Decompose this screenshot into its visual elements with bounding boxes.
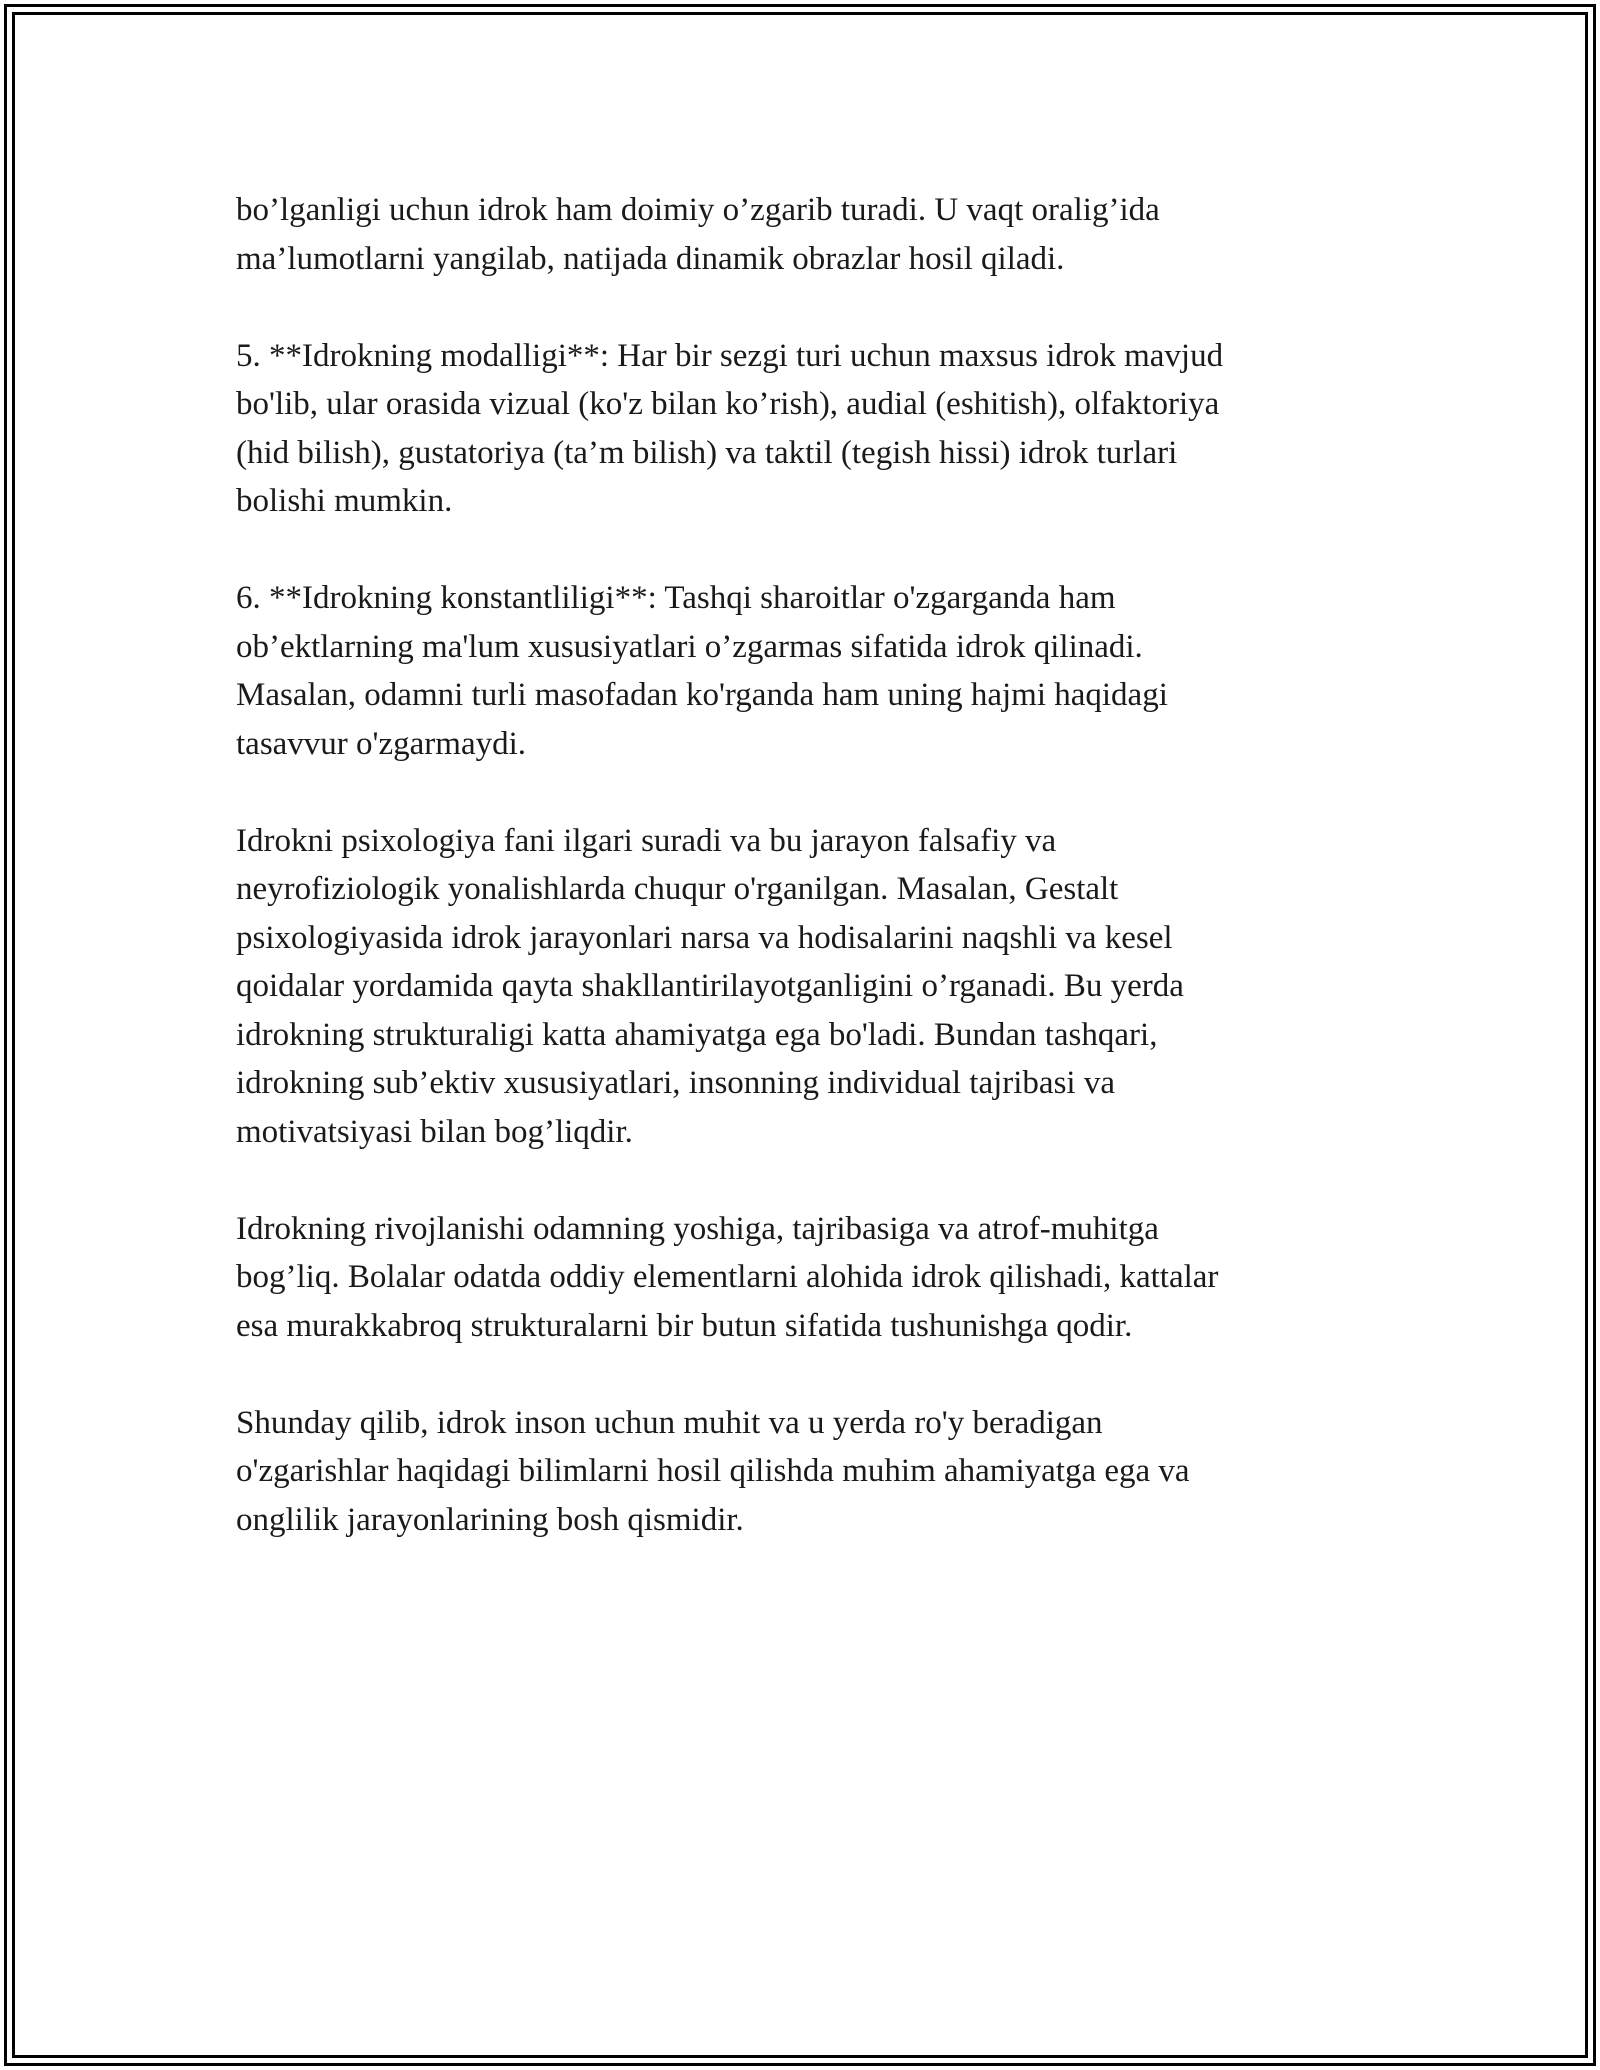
text-line: (hid bilish), gustatoriya (ta’m bilish) va taktil (tegish hissi) idrok turlari	[236, 434, 1178, 471]
paragraph-modality	[236, 332, 1366, 526]
paragraph-continuation	[236, 186, 1366, 283]
text-line: Masalan, odamni turli masofadan ko'rganda ham uning hajmi haqidagi	[236, 677, 1168, 713]
text-line: o'zgarishlar haqidagi bilimlarni hosil qilishda muhim ahamiyatga ega va	[236, 1453, 1190, 1489]
text-line: idrokning sub’ektiv xususiyatlari, insonning individual tajribasi va	[236, 1065, 1115, 1101]
text-line: onglilik jarayonlarining bosh qismidir.	[236, 1501, 744, 1538]
text-line: esa murakkabroq strukturalarni bir butun sifatida tushunishga qodir.	[236, 1307, 1133, 1344]
text-line: bolishi mumkin.	[236, 483, 453, 519]
text-line: 5. **Idrokning modalligi**: Har bir sezgi turi uchun maxsus idrok mavjud	[236, 337, 1224, 374]
text-line: bo’lganligi uchun idrok ham doimiy o’zgarib turadi. U vaqt oralig’ida	[236, 192, 1160, 228]
text-line: Idrokning rivojlanishi odamning yoshiga, tajribasiga va atrof-muhitga	[236, 1210, 1159, 1247]
text-line: bo'lib, ular orasida vizual (ko'z bilan ko’rish), audial (eshitish), olfaktoriya	[236, 386, 1220, 422]
text-line: bog’liq. Bolalar odatda oddiy elementlarni alohida idrok qilishadi, kattalar	[236, 1259, 1219, 1295]
document-body	[236, 186, 1366, 1593]
text-line: 6. **Idrokning konstantliligi**: Tashqi sharoitlar o'zgarganda ham	[236, 580, 1116, 616]
text-line: neyrofiziologik yonalishlarda chuqur o'rganilgan. Masalan, Gestalt	[236, 871, 1119, 907]
text-line: psixologiyasida idrok jarayonlari narsa va hodisalarini naqshli va kesel	[236, 919, 1173, 956]
text-line: ma’lumotlarni yangilab, natijada dinamik obrazlar hosil qiladi.	[236, 240, 1065, 277]
text-line: Idrokni psixologiya fani ilgari suradi va bu jarayon falsafiy va	[236, 822, 1057, 859]
paragraph-conclusion	[236, 1399, 1366, 1545]
paragraph-development	[236, 1205, 1366, 1351]
text-line: tasavvur o'zgarmaydi.	[236, 725, 527, 762]
paragraph-psychology	[236, 817, 1366, 1157]
text-line: ob’ektlarning ma'lum xususiyatlari o’zgarmas sifatida idrok qilinadi.	[236, 628, 1143, 665]
paragraph-constancy	[236, 574, 1366, 768]
text-line: Shunday qilib, idrok inson uchun muhit va u yerda ro'y beradigan	[236, 1404, 1103, 1441]
text-line: idrokning strukturaligi katta ahamiyatga ega bo'ladi. Bundan tashqari,	[236, 1016, 1158, 1053]
text-line: motivatsiyasi bilan bog’liqdir.	[236, 1113, 633, 1150]
text-line: qoidalar yordamida qayta shakllantirilayotganligini o’rganadi. Bu yerda	[236, 968, 1184, 1004]
